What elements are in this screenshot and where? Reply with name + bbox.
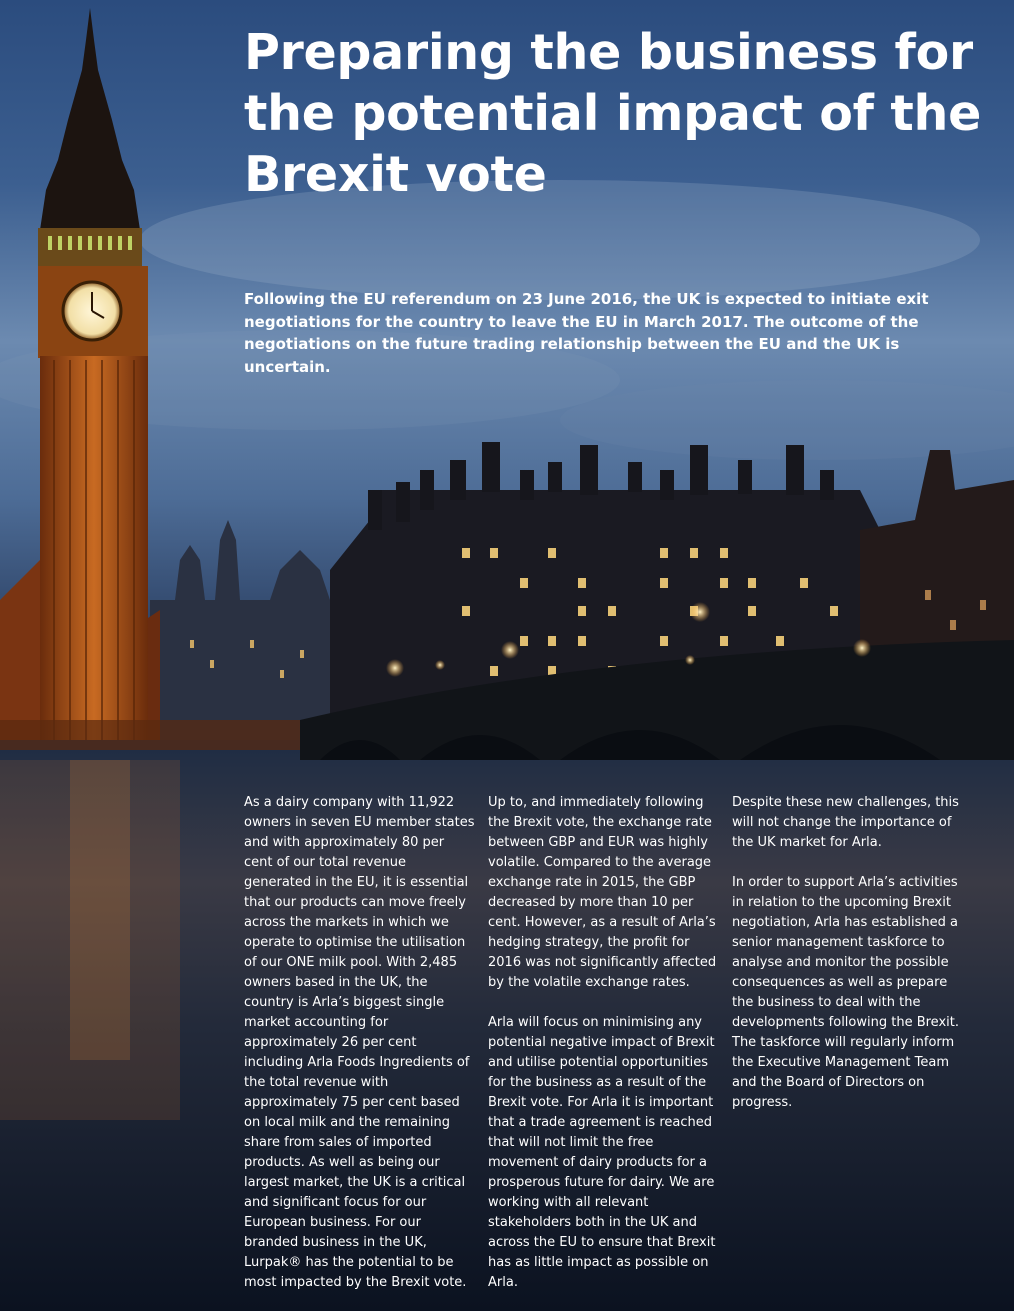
- column-2-paragraph-1: Up to, and immediately following the Brexit vote, the exchange rate between GBP and EUR was highly volatile. Compared to the average exchange rate in 2015, the GBP decreased by more than 10 per cent. However, as a result of Arla’s hedging strategy, the profit for 2016 was not significantly affected by the volatile exchange rates.: [488, 795, 717, 990]
- text-column-3: [732, 793, 964, 1133]
- column-3-paragraph-1: Despite these new challenges, this will not change the importance of the UK market for Arla.: [732, 795, 959, 850]
- text-column-1: [244, 793, 476, 1311]
- article-intro: Following the EU referendum on 23 June 2016, the UK is expected to initiate exit negotiations for the country to leave the EU in March 2017. The outcome of the negotiations on the future trading relationship between the EU and the UK is uncertain.: [244, 290, 929, 376]
- column-3-paragraph-2: In order to support Arla’s activities in relation to the upcoming Brexit negotiation, Arla has established a senior management taskforce to analyse and monitor the possible consequences as well as prepare the business to deal with the developments following the Brexit. The taskforce will regularly inform the Executive Management Team and the Board of Directors on progress.: [732, 875, 959, 1110]
- column-1-paragraph-1: As a dairy company with 11,922 owners in seven EU member states and with approximately 80 per cent of our total revenue generated in the EU, it is essential that our products can move freely across the markets in which we operate to optimise the utilisation of our ONE milk pool. With 2,485 owners based in the UK, the country is Arla’s biggest single market accounting for approximately 26 per cent including Arla Foods Ingredients of the total revenue with approximately 75 per cent based on local milk and the remaining share from sales of imported products. As well as being our largest market, the UK is a critical and significant focus for our European business. For our branded business in the UK, Lurpak® has the potential to be most impacted by the Brexit vote.: [244, 795, 475, 1290]
- column-2-paragraph-2: Arla will focus on minimising any potential negative impact of Brexit and utilise potential opportunities for the business as a result of the Brexit vote. For Arla it is important that a trade agreement is reached that will not limit the free movement of dairy products for a prosperous future for dairy. We are working with all relevant stakeholders both in the UK and across the EU to ensure that Brexit has as little impact as possible on Arla.: [488, 1015, 716, 1290]
- article-title: Preparing the business for the potential impact of the Brexit vote: [244, 24, 982, 203]
- text-column-2: [488, 793, 720, 1311]
